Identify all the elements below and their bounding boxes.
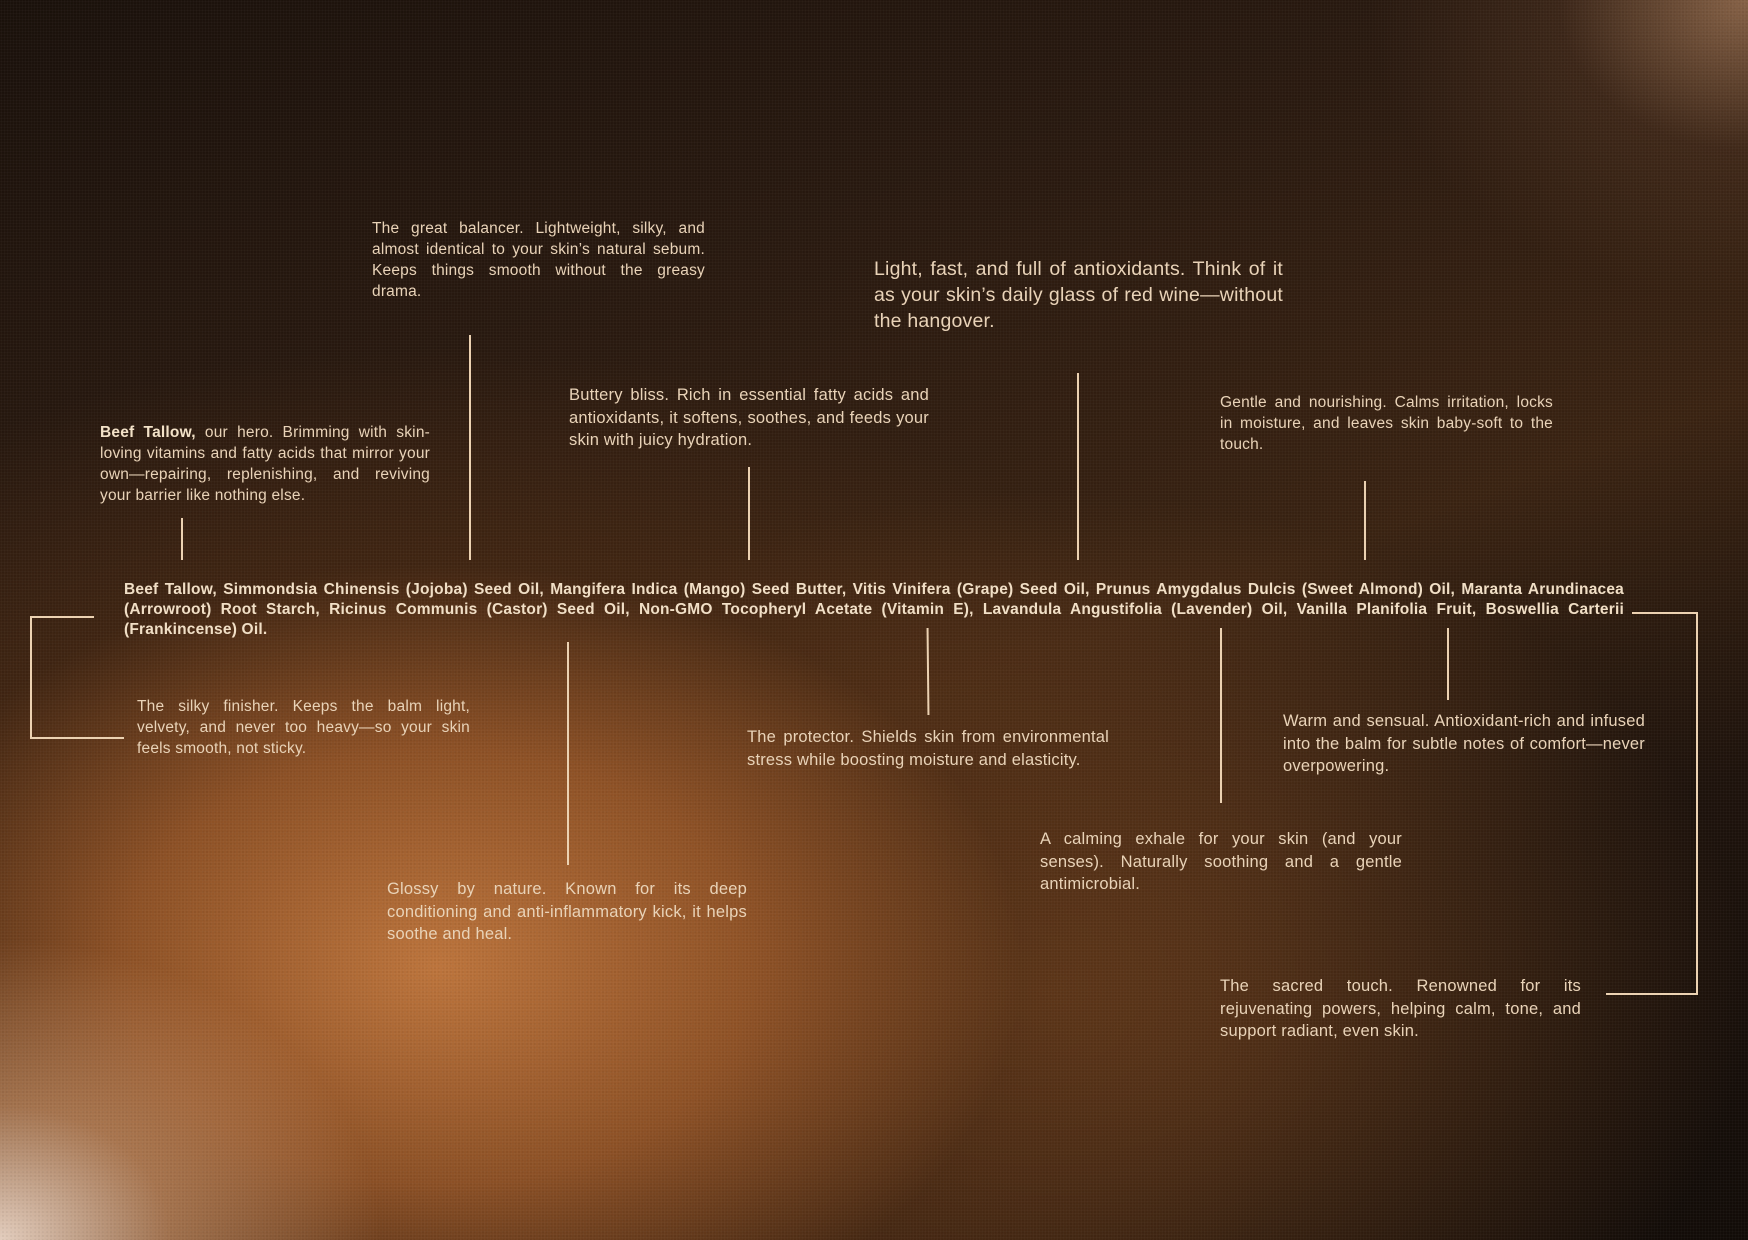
note-beef-tallow-name: Beef Tallow, bbox=[100, 424, 196, 441]
note-lavender: A calming exhale for your skin (and your senses). Naturally soothing and a gentle antimicrobial. bbox=[1040, 830, 1402, 893]
bracket-left-bottom bbox=[30, 737, 124, 739]
note-vanilla: Warm and sensual. Antioxidant-rich and infused into the balm for subtle notes of comfort—never overpowering. bbox=[1283, 712, 1645, 775]
note-mango: Buttery bliss. Rich in essential fatty acids and antioxidants, it softens, soothes, and feeds your skin with juicy hydration. bbox=[569, 386, 929, 449]
connector-jojoba bbox=[469, 335, 471, 560]
bracket-right-side bbox=[1696, 612, 1698, 995]
connector-lavender bbox=[1220, 628, 1222, 803]
connector-almond bbox=[1364, 481, 1366, 560]
note-almond: Gentle and nourishing. Calms irritation, locks in moisture, and leaves skin baby-soft to the touch. bbox=[1220, 394, 1553, 453]
connector-vitamin-e bbox=[927, 628, 930, 715]
note-arrowroot: The silky finisher. Keeps the balm light, velvety, and never too heavy—so your skin feels smooth, not sticky. bbox=[137, 698, 470, 757]
note-castor: Glossy by nature. Known for its deep conditioning and anti-inflammatory kick, it helps soothe and heal. bbox=[387, 880, 747, 943]
note-beef-tallow bbox=[100, 422, 430, 506]
bracket-left-top bbox=[30, 616, 94, 618]
bracket-right-bottom bbox=[1606, 993, 1698, 995]
note-frankincense: The sacred touch. Renowned for its rejuvenating powers, helping calm, tone, and support radiant, even skin. bbox=[1220, 977, 1581, 1040]
note-grape: Light, fast, and full of antioxidants. Think of it as your skin’s daily glass of red wine—without the hangover. bbox=[874, 258, 1283, 332]
note-vitamin-e: The protector. Shields skin from environmental stress while boosting moisture and elasticity. bbox=[747, 728, 1109, 769]
bracket-left-side bbox=[30, 616, 32, 739]
connector-vanilla bbox=[1447, 628, 1449, 700]
connector-mango bbox=[748, 467, 750, 560]
connector-tallow bbox=[181, 518, 183, 560]
connector-grape bbox=[1077, 373, 1079, 560]
bracket-right-top bbox=[1632, 612, 1698, 614]
connector-castor bbox=[567, 642, 569, 865]
note-jojoba: The great balancer. Lightweight, silky, and almost identical to your skin’s natural sebum. Keeps things smooth without the greasy drama. bbox=[372, 220, 705, 300]
note-beef-tallow-text: our hero. Brimming with skin-loving vitamins and fatty acids that mirror your own—repairing, replenishing, and reviving your barrier like nothing else. bbox=[100, 424, 430, 504]
ingredient-list: Beef Tallow, Simmondsia Chinensis (Jojoba) Seed Oil, Mangifera Indica (Mango) Seed Butter, Vitis Vinifera (Grape) Seed Oil, Prunus Amygdalus Dulcis (Sweet Almond) Oil, Maranta Arundinacea (Arrowroot) Root Starch, Ricinus Communis (Castor) Seed Oil, Non-GMO Tocopheryl Acetate (Vitamin E), Lavandula Angustifolia (Lavender) Oil, Vanilla Planifolia Fruit, Boswellia Carterii (Frankincense) Oil. bbox=[124, 581, 1624, 638]
